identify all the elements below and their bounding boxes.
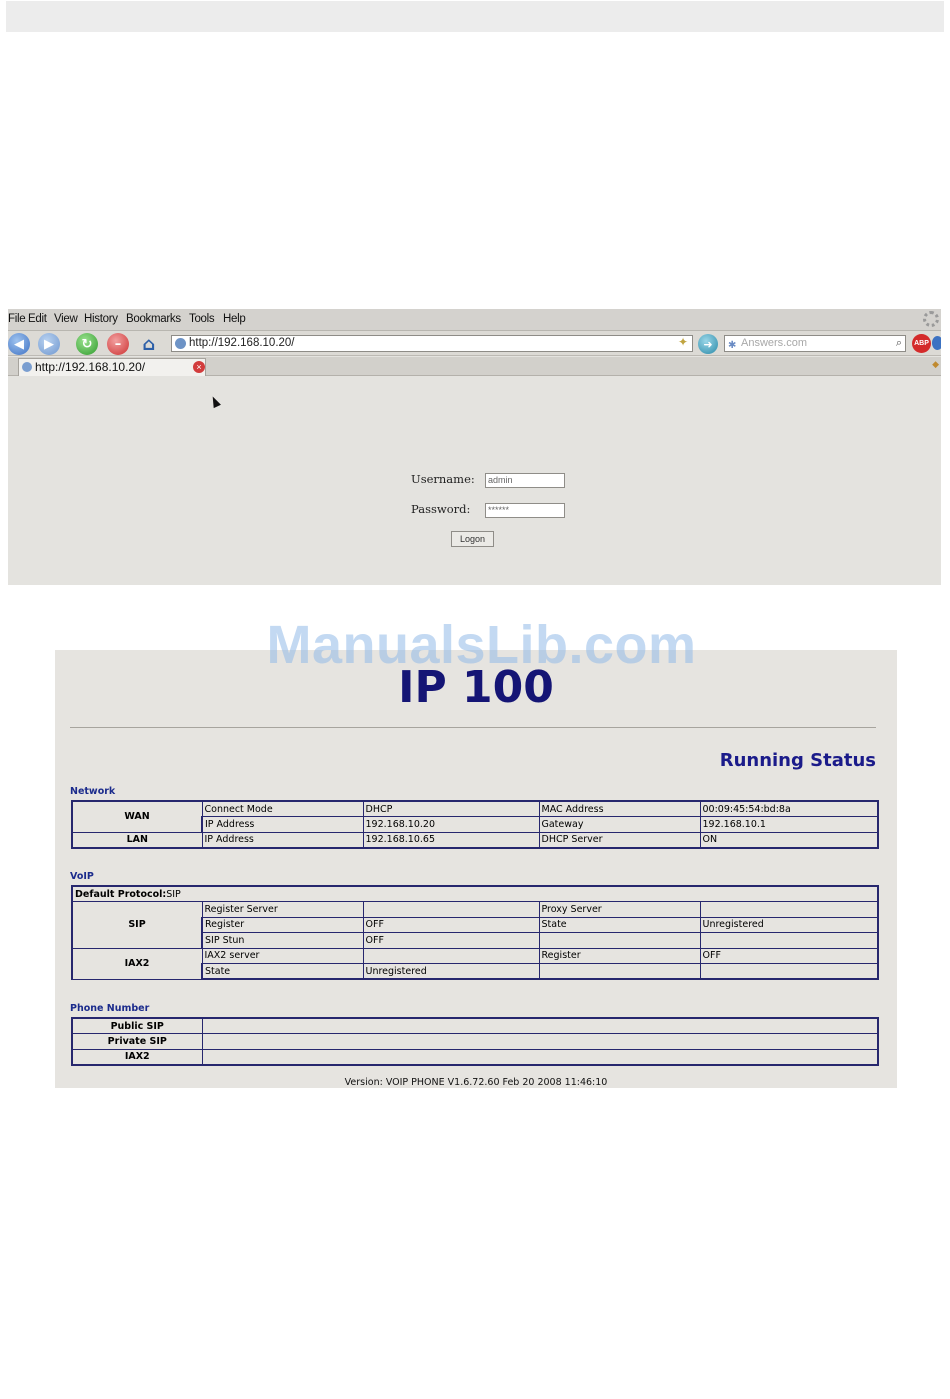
table-cell: State: [539, 917, 700, 933]
tab-scroll-icon[interactable]: ◆: [932, 360, 939, 370]
watermark-text: ManualsLib.com: [266, 615, 697, 675]
top-gray-band: [6, 1, 944, 32]
table-cell: [202, 1049, 878, 1065]
menu-file[interactable]: File: [8, 313, 26, 325]
table-cell: SIP Stun: [202, 933, 363, 949]
private-sip-label: Private SIP: [72, 1034, 202, 1050]
throbber-icon: [923, 311, 939, 327]
tab-bar: [8, 357, 941, 376]
table-cell: [700, 933, 878, 949]
table-cell: Unregistered: [363, 964, 539, 980]
menu-bookmarks[interactable]: Bookmarks: [126, 313, 181, 325]
username-label: Username:: [411, 472, 475, 486]
table-cell: [539, 964, 700, 980]
sip-label: SIP: [72, 902, 202, 949]
search-icon[interactable]: ⌕: [895, 337, 902, 349]
default-protocol-value: SIP: [166, 888, 181, 900]
navigation-toolbar: [8, 331, 941, 356]
table-row: [72, 1034, 878, 1050]
table-row: [72, 832, 878, 848]
table-cell: 192.168.10.20: [363, 817, 539, 833]
password-label: Password:: [411, 502, 471, 516]
table-cell: 192.168.10.1: [700, 817, 878, 833]
device-title: IP 100: [398, 662, 554, 713]
table-cell: MAC Address: [539, 801, 700, 817]
table-cell: [202, 1018, 878, 1034]
table-row: [72, 902, 878, 918]
wan-label: WAN: [72, 801, 202, 832]
password-field[interactable]: ******: [485, 503, 565, 518]
overflow-arrow-icon[interactable]: [932, 336, 941, 350]
divider: [70, 727, 876, 728]
forward-arrow-icon[interactable]: ▶: [38, 333, 60, 355]
address-url: http://192.168.10.20/: [189, 337, 295, 349]
menu-view[interactable]: View: [54, 313, 78, 325]
page-subtitle: Running Status: [719, 750, 876, 771]
table-cell: [363, 902, 539, 918]
table-cell: IAX2 server: [202, 948, 363, 964]
table-row: [72, 948, 878, 964]
table-cell: Proxy Server: [539, 902, 700, 918]
menu-tools[interactable]: Tools: [189, 313, 215, 325]
iax2-number-label: IAX2: [72, 1049, 202, 1065]
table-cell: Connect Mode: [202, 801, 363, 817]
bookmark-star-icon[interactable]: ✦: [677, 335, 688, 349]
site-favicon-icon: [175, 338, 186, 349]
browser-window: [8, 309, 941, 585]
table-cell: Unregistered: [700, 917, 878, 933]
default-protocol-cell: [72, 886, 878, 902]
table-cell: 192.168.10.65: [363, 832, 539, 848]
table-row: [72, 886, 878, 902]
voip-table: [71, 885, 879, 980]
logon-button[interactable]: Logon: [451, 531, 494, 547]
table-cell: Gateway: [539, 817, 700, 833]
table-cell: [539, 933, 700, 949]
public-sip-label: Public SIP: [72, 1018, 202, 1034]
lan-label: LAN: [72, 832, 202, 848]
table-cell: 00:09:45:54:bd:8a: [700, 801, 878, 817]
table-cell: Register: [539, 948, 700, 964]
table-cell: [700, 902, 878, 918]
network-heading: Network: [70, 786, 116, 797]
search-placeholder: Answers.com: [741, 337, 808, 349]
table-cell: ON: [700, 832, 878, 848]
iax2-label: IAX2: [72, 948, 202, 979]
adblock-icon[interactable]: ABP: [912, 334, 931, 353]
back-arrow-icon[interactable]: ◀: [8, 333, 30, 355]
go-icon[interactable]: ➜: [698, 334, 718, 354]
phone-number-table: [71, 1017, 879, 1066]
menu-history[interactable]: History: [84, 313, 118, 325]
default-protocol-label: Default Protocol:: [75, 888, 167, 900]
table-row: [72, 1018, 878, 1034]
table-cell: DHCP: [363, 801, 539, 817]
search-box[interactable]: [724, 335, 906, 352]
table-cell: OFF: [700, 948, 878, 964]
username-field[interactable]: admin: [485, 473, 565, 488]
running-status-page: [55, 650, 897, 1088]
table-cell: [202, 1034, 878, 1050]
home-icon[interactable]: ⌂: [142, 333, 156, 355]
table-cell: Register Server: [202, 902, 363, 918]
stop-icon[interactable]: –: [107, 333, 129, 355]
tab-title: http://192.168.10.20/: [35, 360, 146, 374]
table-cell: State: [202, 964, 363, 980]
mouse-pointer-icon: [209, 395, 221, 408]
address-bar[interactable]: [171, 335, 693, 352]
table-cell: Register: [202, 917, 363, 933]
phone-number-heading: Phone Number: [70, 1003, 150, 1014]
table-cell: OFF: [363, 933, 539, 949]
table-cell: IP Address: [202, 832, 363, 848]
tab-active[interactable]: [18, 358, 206, 376]
table-cell: [700, 964, 878, 980]
close-tab-icon[interactable]: ×: [193, 361, 205, 373]
menu-help[interactable]: Help: [223, 313, 246, 325]
table-row: [72, 1049, 878, 1065]
table-cell: OFF: [363, 917, 539, 933]
tab-favicon-icon: [22, 362, 32, 372]
menu-edit[interactable]: Edit: [28, 313, 47, 325]
table-cell: DHCP Server: [539, 832, 700, 848]
network-table: [71, 800, 879, 849]
search-engine-icon[interactable]: ✱: [728, 340, 737, 351]
reload-icon[interactable]: ↻: [76, 333, 98, 355]
table-cell: [363, 948, 539, 964]
menu-bar: [8, 309, 941, 331]
table-cell: IP Address: [202, 817, 363, 833]
voip-heading: VoIP: [70, 871, 94, 882]
table-row: [72, 801, 878, 817]
firmware-version: Version: VOIP PHONE V1.6.72.60 Feb 20 2008 11:46:10: [344, 1077, 608, 1088]
